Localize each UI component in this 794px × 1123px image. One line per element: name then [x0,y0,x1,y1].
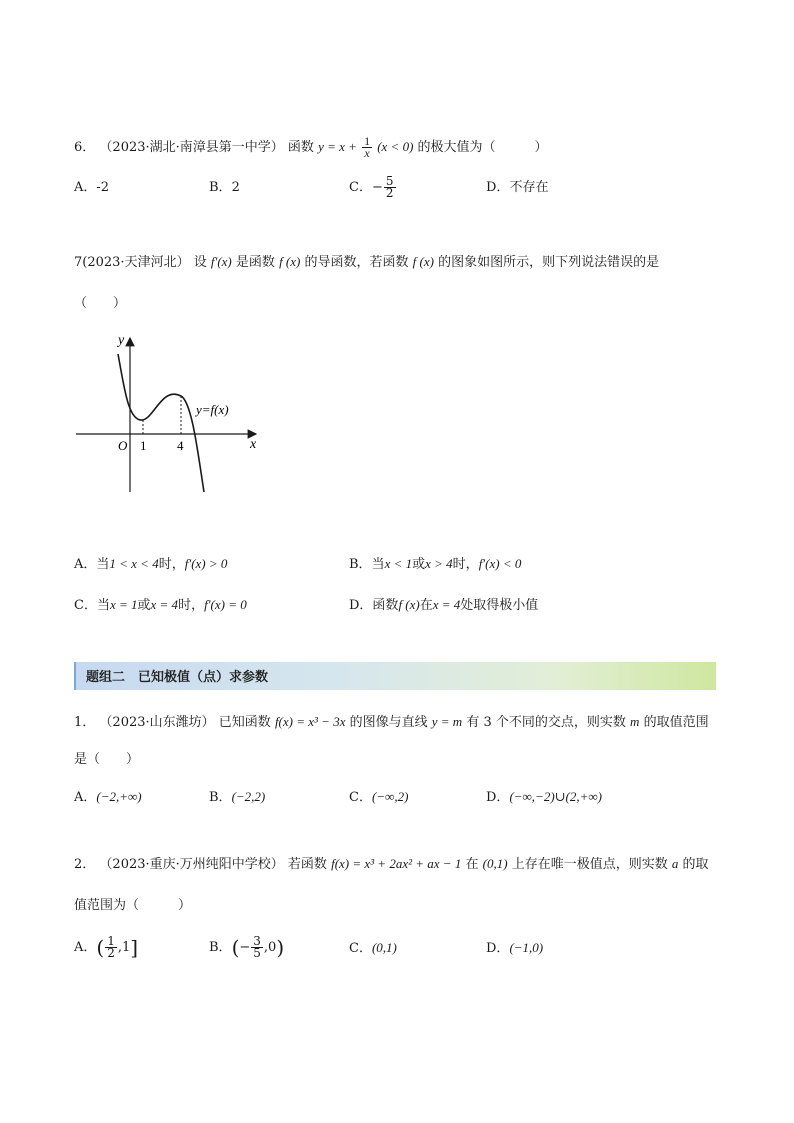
section-banner [74,662,716,690]
q7-option-a[interactable]: A．当1 < x < 4时，f′(x) > 0 [74,556,228,572]
p2-option-c[interactable]: C．(0,1) [349,940,397,956]
y-axis-label: y [118,333,125,348]
function-curve [118,354,204,492]
p2-option-a[interactable]: A．( $\frac{1}{2}$ ,1] [74,934,139,960]
tick-label-4: 4 [177,438,184,453]
p1-option-b[interactable]: B．(−2,2) [209,789,266,805]
q7-option-d[interactable]: D．函数f (x)在x = 4处取得极小值 [349,597,539,613]
q7-graph [70,326,270,496]
p1-option-c[interactable]: C．(−∞,2) [349,789,409,805]
p2-number: 2． [74,857,96,872]
p2-option-b[interactable]: B．(− $\frac{3}{5}$ ,0) [209,934,285,960]
p2-source: （2023·重庆·万州纯阳中学校） [99,857,284,872]
q6-option-a[interactable]: A．-2 [74,180,110,195]
q7-answer-paren: （ ） [74,296,127,311]
p1-stem: 1． （2023·山东潍坊） 已知函数 f(x) = x³ − 3x 的图像与直线 y = m 有 3 个不同的交点，则实数 m 的取值范围 [74,714,709,730]
tick-label-1: 1 [140,438,147,453]
q7-option-c[interactable]: C．当x = 1或x = 4时，f′(x) = 0 [74,597,247,613]
origin-label: O [118,438,128,453]
q6-option-d[interactable]: D．不存在 [486,180,549,195]
p2-stem-cont: 值范围为（ ） [74,898,192,913]
q6-number: 6． [74,140,96,155]
q6-fraction: $\frac{1}{x}$ [364,134,371,160]
q7-source: (2023·天津河北） [82,255,190,270]
p1-option-d[interactable]: D．(−∞,−2)∪(2,+∞) [486,789,602,805]
curve-label: y=f(x) [196,402,229,417]
p1-option-a[interactable]: A．(−2,+∞) [74,789,142,805]
q7-stem: 7(2023·天津河北） 设 f′(x) 是函数 f (x) 的导函数，若函数 f (x) 的图象如图所示，则下列说法错误的是 [74,254,660,270]
q6-stem: 6． （2023·湖北·南漳县第一中学） 函数 y = x + $\frac{1}{x}$ (x < 0) 的极大值为（ ） [74,134,548,160]
p1-number: 1． [74,715,96,730]
p1-source: （2023·山东潍坊） [99,715,215,730]
p2-option-d[interactable]: D．(−1,0) [486,940,544,956]
p1-stem-cont: 是（ ） [74,752,140,767]
x-axis-label: x [250,437,257,452]
p2-stem: 2． （2023·重庆·万州纯阳中学校） 若函数 f(x) = x³ + 2ax² + ax − 1 在 (0,1) 上存在唯一极值点，则实数 a 的取 [74,856,709,872]
q6-source: （2023·湖北·南漳县第一中学） [99,140,284,155]
q6-func: y = x + [318,139,357,154]
section-title: 题组二 已知极值（点）求参数 [86,670,269,685]
q7-number: 7 [74,255,83,270]
q7-option-b[interactable]: B．当x < 1或x > 4时，f′(x) < 0 [349,556,522,572]
q6-option-b[interactable]: B．2 [209,180,240,195]
q6-option-c[interactable]: C．− $\frac{5}{2}$ [349,174,394,200]
